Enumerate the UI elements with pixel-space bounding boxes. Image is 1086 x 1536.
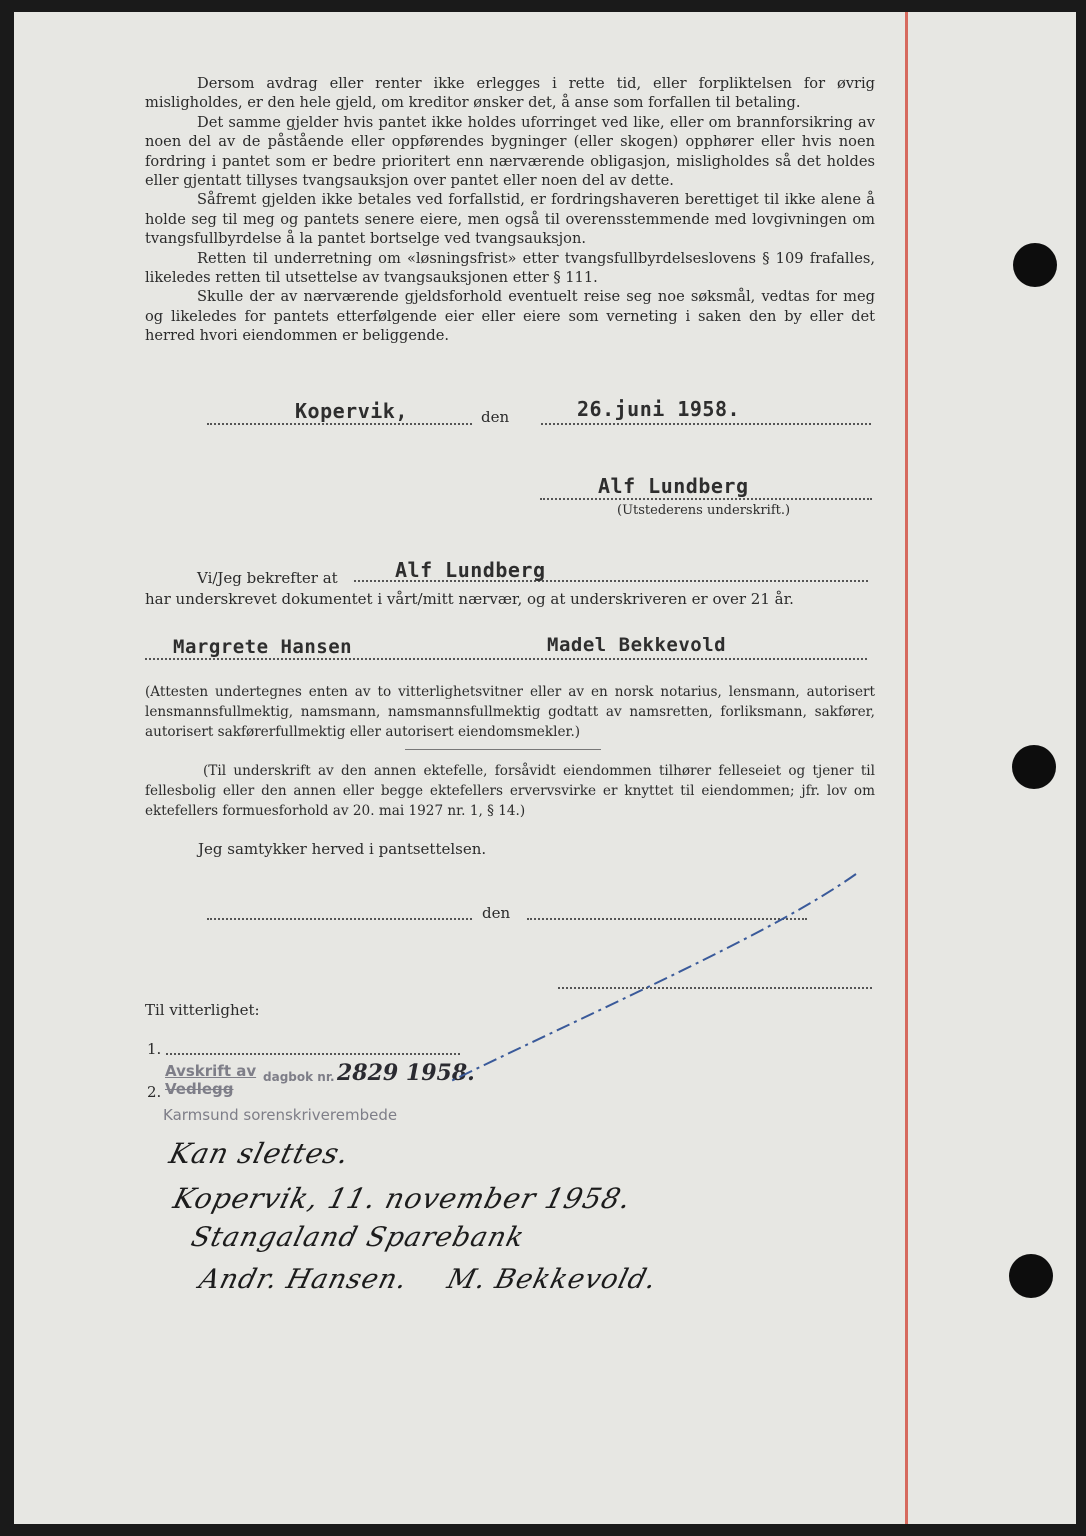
handwritten-line-5: M. Bekkevold.	[444, 1264, 661, 1295]
stamp-number: 2829 1958.	[337, 1060, 475, 1086]
paragraph-1: Dersom avdrag eller renter ikke erlegges i rette tid, eller forpliktelsen for øvrig misligholdes, er den hele gjeld, om kreditor ønsker det, å anse som forfallen til betaling.	[145, 75, 875, 112]
issuer-caption: (Utstederens underskrift.)	[617, 503, 791, 518]
spouse-note-text: (Til underskrift av den annen ektefelle, forsåvidt eiendommen tilhører felleseiet og tjener til fellesbolig eller den annen eller begge ektefellers ervervsvirke er knyttet til eiendommen; jfr. lov om ektefellers formuesforhold av 20. mai 1927 nr. 1, § 14.)	[145, 763, 875, 819]
stamp-dagbok: dagbok nr.	[263, 1070, 335, 1084]
stamp-avskrift: Avskrift av	[165, 1062, 257, 1080]
handwritten-line-4: Andr. Hansen.	[196, 1264, 411, 1295]
witness-number-2: 2.	[147, 1083, 162, 1101]
stamp-struck-word: Vedlegg	[165, 1080, 234, 1098]
den-label: den	[481, 408, 510, 426]
confirmation-name: Alf Lundberg	[395, 558, 546, 582]
place-text: Kopervik,	[295, 399, 408, 423]
consent-text: Jeg samtykker herved i pantsettelsen.	[198, 840, 487, 858]
witness-2-name: Madel Bekkevold	[547, 634, 727, 656]
paragraph-4: Retten til underretning om «løsningsfrist» etter tvangsfullbyrdelseslovens § 109 frafalles, likeledes retten til utsettelse av tvangsauksjonen etter § 111.	[145, 249, 875, 287]
handwritten-line-1: Kan slettes.	[166, 1137, 354, 1170]
issuer-name: Alf Lundberg	[598, 474, 749, 498]
consent-den-label: den	[482, 904, 511, 922]
attest-note-text: (Attesten undertegnes enten av to vitterlighetsvitner eller av en norsk notarius, lensmann, autorisert lensmannsfullmektig, namsmann, namsmannsfullmektig godtatt av namsretten, forliksmann, sakfører, autorisert sakførerfullmektig eller autorisert eiendomsmekler.)	[145, 684, 875, 740]
confirmation-prefix: Vi/Jeg bekrefter at	[197, 569, 338, 587]
paragraph-5: Skulle der av nærværende gjeldsforhold eventuelt reise seg noe søksmål, vedtas for meg og likeledes for pantets etterfølgende eier eller eiere som verneting i saken den by eller det herred hvori eiendommen er beliggende.	[145, 288, 875, 345]
paragraph-2: Det samme gjelder hvis pantet ikke holdes uforringet ved like, eller om brannforsikring av noen del av de påstående eller oppførendes bygninger (eller skogen) opphører eller hvis noen fordring i pantet som er bedre prioritert enn nærværende obligasjon, misligholdes så det holdes eller gjentatt tillyses tvangsauksjon over pantet eller noen del av dette.	[145, 113, 875, 190]
stamp-office: Karmsund sorenskriverembede	[163, 1106, 398, 1124]
vitterlighet-label: Til vitterlighet:	[145, 1001, 260, 1019]
pen-stroke-path	[449, 874, 856, 1082]
document-page	[14, 12, 1076, 1524]
date-text: 26.juni 1958.	[577, 397, 741, 421]
handwritten-line-2: Kopervik, 11. november 1958.	[170, 1182, 635, 1215]
confirmation-line2: har underskrevet dokumentet i vårt/mitt nærvær, og at underskriveren er over 21 år.	[145, 590, 794, 608]
witness-number-1: 1.	[147, 1040, 162, 1058]
handwritten-line-3: Stangaland Sparebank	[188, 1222, 528, 1253]
pen-strike-line	[14, 12, 1076, 1524]
witness-1-name: Margrete Hansen	[173, 636, 353, 658]
paragraph-3: Såfremt gjelden ikke betales ved forfallstid, er fordringshaveren berettiget til ikke alene å holde seg til meg og pantets senere eiere, men også til overensstemmende med lovgivningen om tvangsfullbyrdelse å la pantet bortselge ved tvangsauksjon.	[145, 191, 875, 248]
